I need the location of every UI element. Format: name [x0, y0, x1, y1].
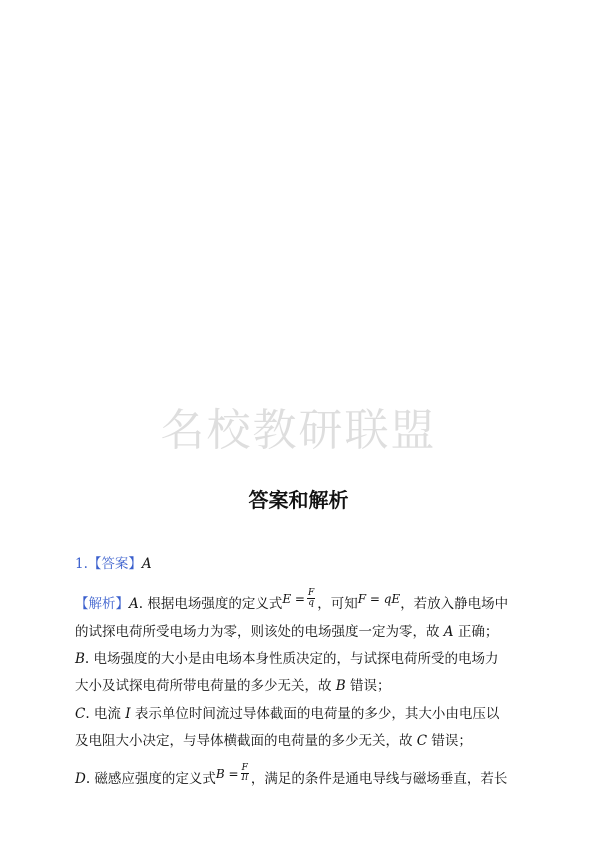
text-span: ，若放入静电场中: [400, 596, 509, 612]
fraction-numerator: F: [307, 588, 315, 598]
analysis-line-1: [75, 588, 509, 614]
text-span: 表示单位时间流过导体截面的电荷量的多少，其大小由电压以: [130, 706, 500, 722]
text-span: . 电场强度的大小是由电场本身性质决定的，与试探电荷所受的电场力: [84, 651, 499, 667]
text-span: 错误；: [427, 733, 472, 749]
option-label: A: [129, 596, 139, 612]
fraction-denominator: q: [308, 598, 314, 608]
text-span: 及电阻大小决定，与导体横截面的电荷量的多少无关，故: [75, 733, 417, 749]
analysis-line-5: [75, 705, 499, 723]
formula-fraction: [241, 764, 249, 783]
text-span: . 根据电场强度的定义式: [138, 596, 283, 612]
question-number: 1.: [75, 556, 88, 572]
text-span: . 电流: [85, 706, 126, 722]
analysis-tag: 【解析】: [75, 596, 129, 612]
analysis-line-4: [75, 677, 391, 695]
formula-fraction: [307, 589, 315, 608]
text-span: . 磁感应强度的定义式: [85, 771, 216, 787]
option-label: D: [75, 771, 86, 787]
option-label: C: [416, 733, 428, 749]
page-title: 答案和解析: [248, 488, 349, 512]
analysis-line-2: [75, 623, 498, 641]
text-span: ，满足的条件是通电导线与磁场垂直，若长: [250, 771, 508, 787]
text-span: ，可知: [317, 596, 358, 612]
analysis-line-6: [75, 732, 472, 750]
text-span: 正确；: [453, 624, 499, 640]
option-label: A: [443, 624, 454, 640]
variable-i: I: [125, 706, 131, 722]
option-label: C: [75, 706, 86, 722]
fraction-denominator: Il: [241, 773, 248, 783]
text-span: 错误；: [345, 678, 391, 694]
option-label: B: [335, 678, 346, 694]
option-label: B: [75, 651, 85, 667]
watermark: 名校教研联盟: [160, 405, 437, 456]
fraction-numerator: F: [241, 763, 248, 773]
answer-line: [75, 555, 152, 573]
formula-lhs: B =: [215, 767, 239, 781]
formula: F = qE: [357, 592, 401, 606]
answer-value: A: [141, 556, 152, 572]
analysis-line-7: [75, 763, 508, 789]
analysis-line-3: [75, 650, 499, 668]
answer-tag: 【答案】: [87, 556, 142, 572]
formula-lhs: E =: [282, 592, 305, 606]
text-span: 大小及试探电荷所带电荷量的多少无关，故: [75, 678, 336, 694]
text-span: 的试探电荷所受电场力为零，则该处的电场强度一定为零，故: [75, 624, 444, 640]
